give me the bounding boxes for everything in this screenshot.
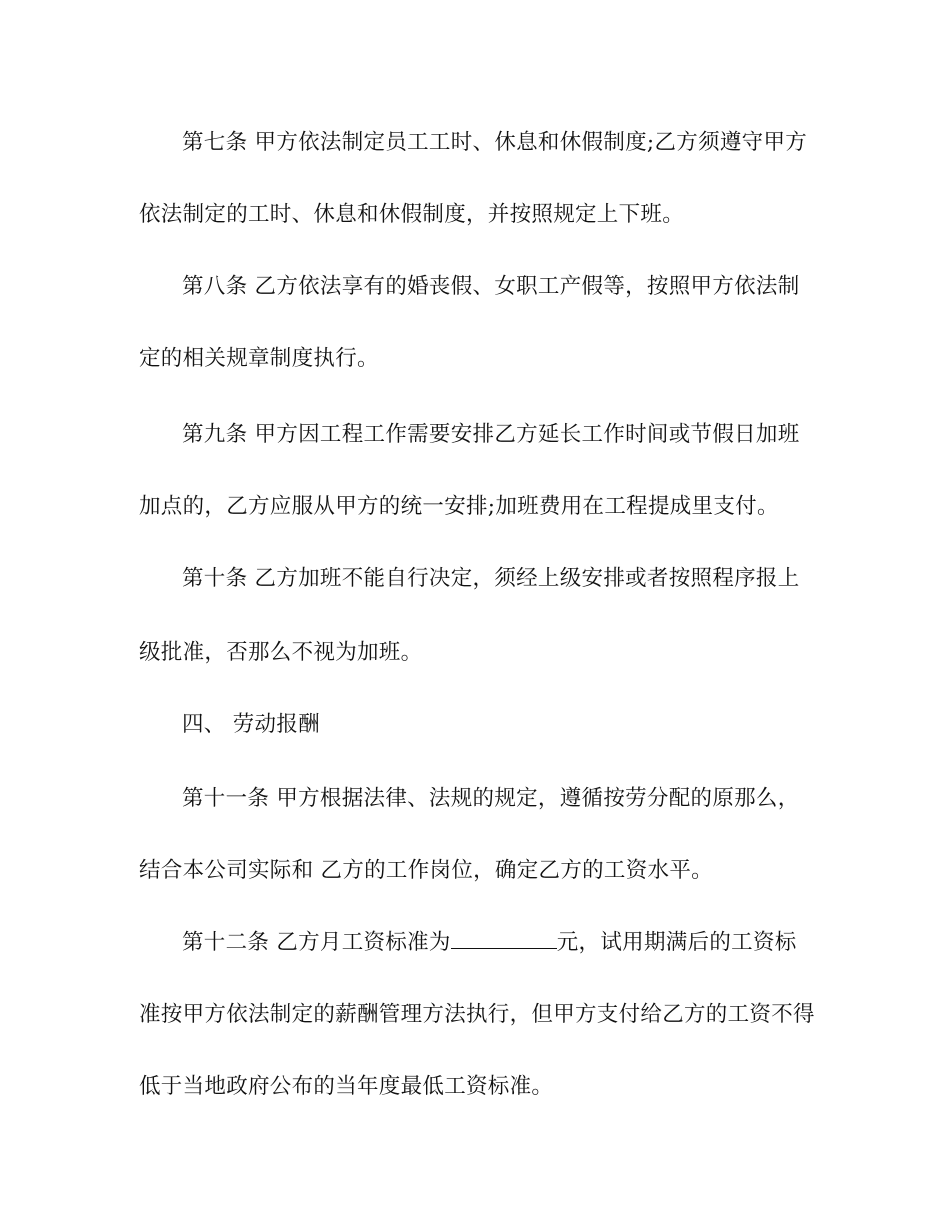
article-11-line-2: 结合本公司实际和 乙方的工作岗位，确定乙方的工资水平。 — [139, 858, 713, 883]
article-11-line-1: 第十一条 甲方根据法律、法规的规定，遵循按劳分配的原那么， — [182, 786, 800, 811]
article-7-line-1: 第七条 甲方依法制定员工工时、休息和休假制度;乙方须遵守甲方 — [182, 130, 808, 155]
article-12-line-1-after: 元，试用期满后的工资标 — [556, 930, 797, 955]
article-8-line-2: 定的相关规章制度执行。 — [139, 346, 379, 371]
article-12-line-1-before: 第十二条 乙方月工资标准为 — [182, 930, 451, 955]
article-10-line-2: 级批准，否那么不视为加班。 — [139, 640, 423, 665]
article-12-line-3: 低于当地政府公布的当年度最低工资标准。 — [139, 1074, 554, 1099]
article-8-line-1: 第八条 乙方依法享有的婚丧假、女职工产假等，按照甲方依法制 — [182, 274, 800, 299]
wage-amount-blank — [451, 928, 557, 949]
article-7-line-2: 依法制定的工时、休息和休假制度，并按照规定上下班。 — [139, 202, 685, 227]
article-9-line-2: 加点的，乙方应服从甲方的统一安排;加班费用在工程提成里支付。 — [139, 494, 779, 519]
article-9-line-1: 第九条 甲方因工程工作需要安排乙方延长工作时间或节假日加班 — [182, 422, 800, 447]
article-12-line-1 — [182, 928, 822, 958]
article-10-line-1: 第十条 乙方加班不能自行决定，须经上级安排或者按照程序报上 — [182, 566, 800, 591]
section-4-heading: 四、 劳动报酬 — [182, 712, 320, 737]
article-12-line-2: 准按甲方依法制定的薪酬管理方法执行，但甲方支付给乙方的工资不得 — [139, 1002, 815, 1027]
